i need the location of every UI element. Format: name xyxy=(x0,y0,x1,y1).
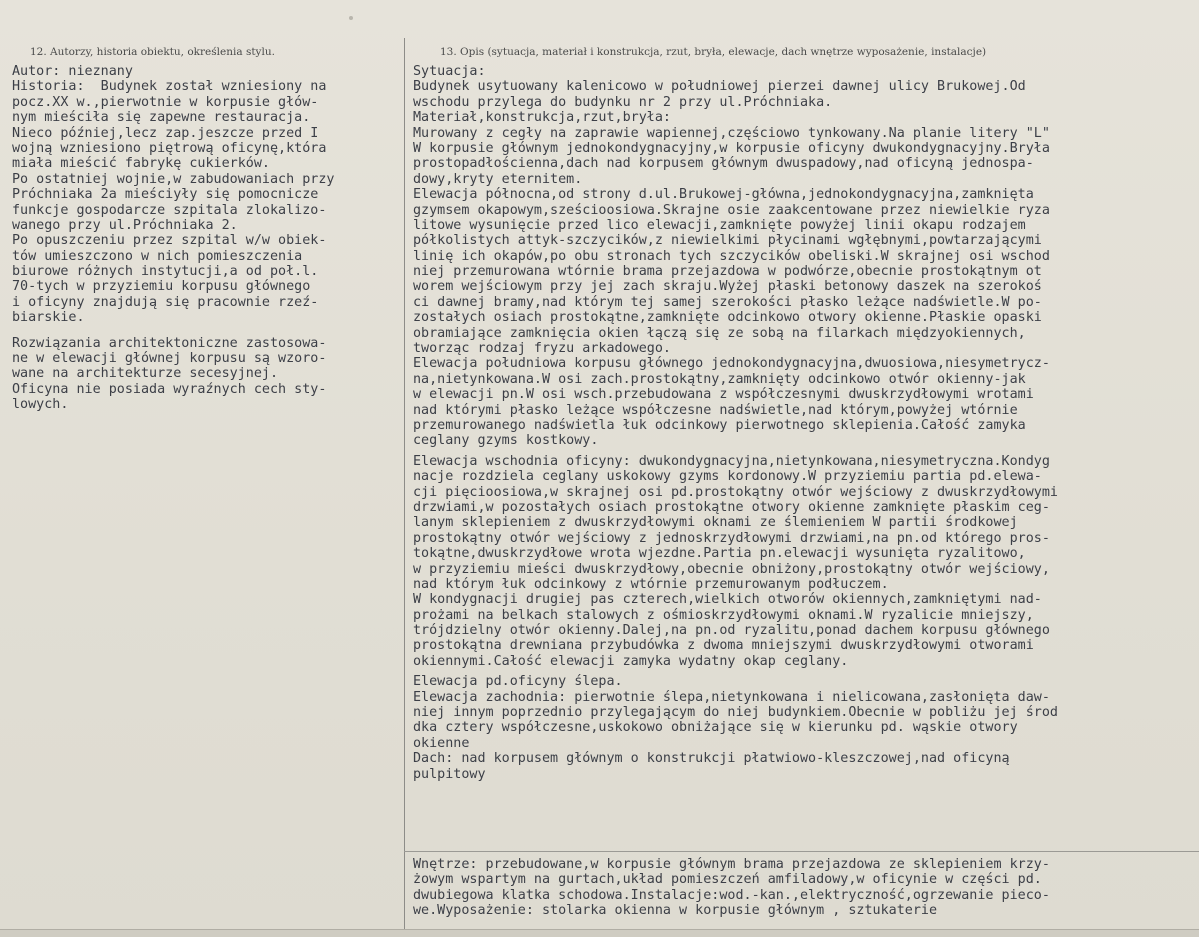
text-paragraph xyxy=(413,674,1197,782)
text-line: zostałych osiach prostokątne,zamknięte odcinkowo otwory okienne.Płaskie opaski xyxy=(413,310,1042,326)
text-line: żowym wspartym na gurtach,układ pomieszczeń amfiladowy,w oficynie w części pd. xyxy=(413,872,1042,888)
text-line: Materiał,konstrukcja,rzut,bryła: xyxy=(413,110,671,126)
text-line: Autor: nieznany xyxy=(12,64,133,79)
text-line: Murowany z cegły na zaprawie wapiennej,częściowo tynkowany.Na planie litery "L" xyxy=(413,125,1050,141)
text-line: okienne xyxy=(413,735,470,751)
text-line: 70-tych w przyziemiu korpusu głównego xyxy=(12,279,311,295)
text-line: dowy,kryty eternitem. xyxy=(413,171,583,187)
text-line: tów umieszczono w nich pomieszczenia xyxy=(12,248,303,264)
text-paragraph xyxy=(12,336,400,413)
text-line: trójdzielny otwór okienny.Dalej,na pn.od ryzalitu,ponad dachem korpusu głównego xyxy=(413,623,1050,639)
text-line: nad którym łuk odcinkowy z wtórnie przemurowanym podłuczem. xyxy=(413,576,889,592)
text-paragraph xyxy=(413,454,1197,669)
text-line: Elewacja zachodnia: pierwotnie ślepa,nietynkowana i nielicowana,zasłonięta daw- xyxy=(413,689,1050,705)
text-line: prostokątny otwór wejściowy z jednoskrzydłowymi drzwiami,na pn.od którego pros- xyxy=(413,530,1050,546)
text-line: Rozwiązania architektoniczne zastosowa- xyxy=(12,335,327,351)
text-line: wojną wzniesiono piętrową oficynę,która xyxy=(12,140,327,156)
text-line: tokątne,dwuskrzydłowe wrota wjezdne.Partia pn.elewacji wysunięta ryzalitowo, xyxy=(413,546,1026,562)
text-line: prostopadłościenna,dach nad korpusem głównym dwuspadowy,nad oficyną jednospa- xyxy=(413,156,1034,172)
text-line: worem wejściowym przy jej zach skraju.Wyżej płaski betonowy daszek na szerokoś xyxy=(413,279,1042,295)
text-line: miała mieścić fabrykę cukierków. xyxy=(12,156,270,172)
text-line: Po opuszczeniu przez szpital w/w obiek- xyxy=(12,233,327,249)
text-line: Nieco później,lecz zap.jeszcze przed I xyxy=(12,125,319,141)
text-line: prożami na belkach stalowych z ośmioskrzydłowymi oknami.W ryzalicie mniejszy, xyxy=(413,607,1034,623)
text-line: W kondygnacji drugiej pas czterech,wielkich otworów okiennych,zamkniętymi nad- xyxy=(413,592,1042,608)
text-line: nacje rozdziela ceglany uskokowy gzyms kordonowy.W przyziemiu partia pd.elewa- xyxy=(413,469,1042,485)
text-line: w przyziemiu mieści dwuskrzydłowy,obecnie obniżony,prostokątny otwór wejściowy, xyxy=(413,561,1050,577)
text-line: wane na architekturze secesyjnej. xyxy=(12,366,279,382)
text-line: na,nietynkowana.W osi zach.prostokątny,zamknięty odcinkowo otwór okienny-jak xyxy=(413,371,1026,387)
text-line: Wnętrze: przebudowane,w korpusie głównym brama przejazdowa ze sklepieniem krzy- xyxy=(413,857,1050,872)
history-column xyxy=(12,64,400,413)
text-line: pocz.XX w.,pierwotnie w korpusie głów- xyxy=(12,94,319,110)
text-line: lanym sklepieniem z dwuskrzydłowymi oknami ze ślemieniem W partii środkowej xyxy=(413,515,1018,531)
text-line: prostokątna drewniana przybudówka z dwoma mniejszymi dwuskrzydłowymi otworami xyxy=(413,638,1034,654)
description-column xyxy=(413,64,1197,782)
text-line: przemurowanego nadświetla łuk odcinkowy pierwotnego sklepienia.Całość zamyka xyxy=(413,417,1026,433)
text-line: Po ostatniej wojnie,w zabudowaniach przy xyxy=(12,171,335,187)
text-line: funkcje gospodarcze szpitala zlokalizo- xyxy=(12,202,327,218)
text-line: linię ich okapów,po obu stronach tych szczycików obeliski.W skrajnej osi wschod xyxy=(413,248,1050,264)
column-divider xyxy=(404,38,405,931)
text-line: Elewacja północna,od strony d.ul.Brukowej-główna,jednokondygnacyjna,zamknięta xyxy=(413,187,1034,203)
text-line: W korpusie głównym jednokondygnacyjny,w korpusie oficyny dwukondygnacyjny.Bryła xyxy=(413,140,1050,156)
text-line: pulpitowy xyxy=(413,766,486,782)
text-line: Sytuacja: xyxy=(413,64,486,79)
text-line: Oficyna nie posiada wyraźnych cech sty- xyxy=(12,381,327,397)
text-line: i oficyny znajdują się pracownie rzeź- xyxy=(12,294,319,310)
interior-divider xyxy=(404,851,1199,852)
text-line: w elewacji pn.W osi wsch.przebudowana z współczesnymi dwuskrzydłowymi wrotami xyxy=(413,387,1034,403)
paragraph-gap xyxy=(12,326,400,336)
text-line: Dach: nad korpusem głównym o konstrukcji płatwiowo-kleszczowej,nad oficyną xyxy=(413,751,1010,767)
text-line: okiennymi.Całość elewacji zamyka wydatny okap ceglany. xyxy=(413,653,849,669)
text-line: dwubiegowa klatka schodowa.Instalacje:wod.-kan.,elektryczność,ogrzewanie pieco- xyxy=(413,887,1050,903)
text-line: drzwiami,w pozostałych osiach prostokątne otwory okienne zamknięte płaskim ceg- xyxy=(413,499,1050,515)
text-line: Historia: Budynek został wzniesiony na xyxy=(12,79,327,95)
text-line: ceglany gzyms kostkowy. xyxy=(413,433,599,449)
interior-section xyxy=(413,857,1197,919)
text-line: ci dawnej bramy,nad którym tej samej szerokości płasko leżące nadświetle.W po- xyxy=(413,294,1042,310)
section-12-heading: 12. Autorzy, historia obiektu, określenia stylu. xyxy=(30,46,275,58)
text-line: gzymsem okapowym,sześcioosiowa.Skrajne osie zaakcentowane przez niewielkie ryza xyxy=(413,202,1050,218)
text-line: Elewacja pd.oficyny ślepa. xyxy=(413,674,623,690)
text-line: wschodu przylega do budynku nr 2 przy ul.Próchniaka. xyxy=(413,94,833,110)
text-line: obramiające zamknięcia okien łączą się ze sobą na filarkach międzyokiennych, xyxy=(413,325,1026,341)
text-line: Próchniaka 2a mieściyły się pomocnicze xyxy=(12,187,319,203)
text-line: litowe wysunięcie przed lico elewacji,zamknięte powyżej linii okapu rodzajem xyxy=(413,217,1026,233)
text-line: dka cztery współczesne,uskokowo obniżające się w kierunku pd. wąskie otwory xyxy=(413,720,1018,736)
text-line: lowych. xyxy=(12,397,69,413)
text-line: półkolistych attyk-szczycików,z niewielkimi płycinami wgłębnymi,powtarzającymi xyxy=(413,233,1042,249)
text-line: wanego przy ul.Próchniaka 2. xyxy=(12,217,238,233)
text-line: niej przemurowana wtórnie brama przejazdowa w podwórze,obecnie prostokątnym ot xyxy=(413,264,1042,280)
text-line: Budynek usytuowany kalenicowo w południowej pierzei dawnej ulicy Brukowej.Od xyxy=(413,79,1026,95)
text-line: biarskie. xyxy=(12,310,85,326)
text-line: niej innym poprzednio przylegającym do niej budynkiem.Obecnie w pobliżu jej środ xyxy=(413,705,1058,721)
paper-mark xyxy=(349,16,353,20)
text-paragraph xyxy=(413,64,1197,449)
text-line: biurowe różnych instytucji,a od poł.l. xyxy=(12,264,319,280)
text-line: Elewacja południowa korpusu głównego jednokondygnacyjna,dwuosiowa,niesymetrycz- xyxy=(413,356,1050,372)
text-line: Elewacja wschodnia oficyny: dwukondygnacyjna,nietynkowana,niesymetryczna.Kondyg xyxy=(413,453,1050,469)
section-13-heading: 13. Opis (sytuacja, materiał i konstrukcja, rzut, bryła, elewacje, dach wnętrze wyposażenie, instalacje) xyxy=(440,46,987,58)
text-line: nad którymi płasko leżące współczesne nadświetle,nad którym,powyżej wtórnie xyxy=(413,402,1018,418)
text-line: ne w elewacji głównej korpusu są wzoro- xyxy=(12,351,327,367)
text-line: we.Wyposażenie: stolarka okienna w korpusie głównym , sztukaterie xyxy=(413,903,938,919)
text-line: cji pięcioosiowa,w skrajnej osi pd.prostokątny otwór wejściowy z dwuskrzydłowymi xyxy=(413,484,1058,500)
text-line: nym mieściła się zapewne restauracja. xyxy=(12,110,311,126)
text-line: tworząc rodzaj fryzu arkadowego. xyxy=(413,341,671,357)
text-paragraph xyxy=(12,64,400,326)
